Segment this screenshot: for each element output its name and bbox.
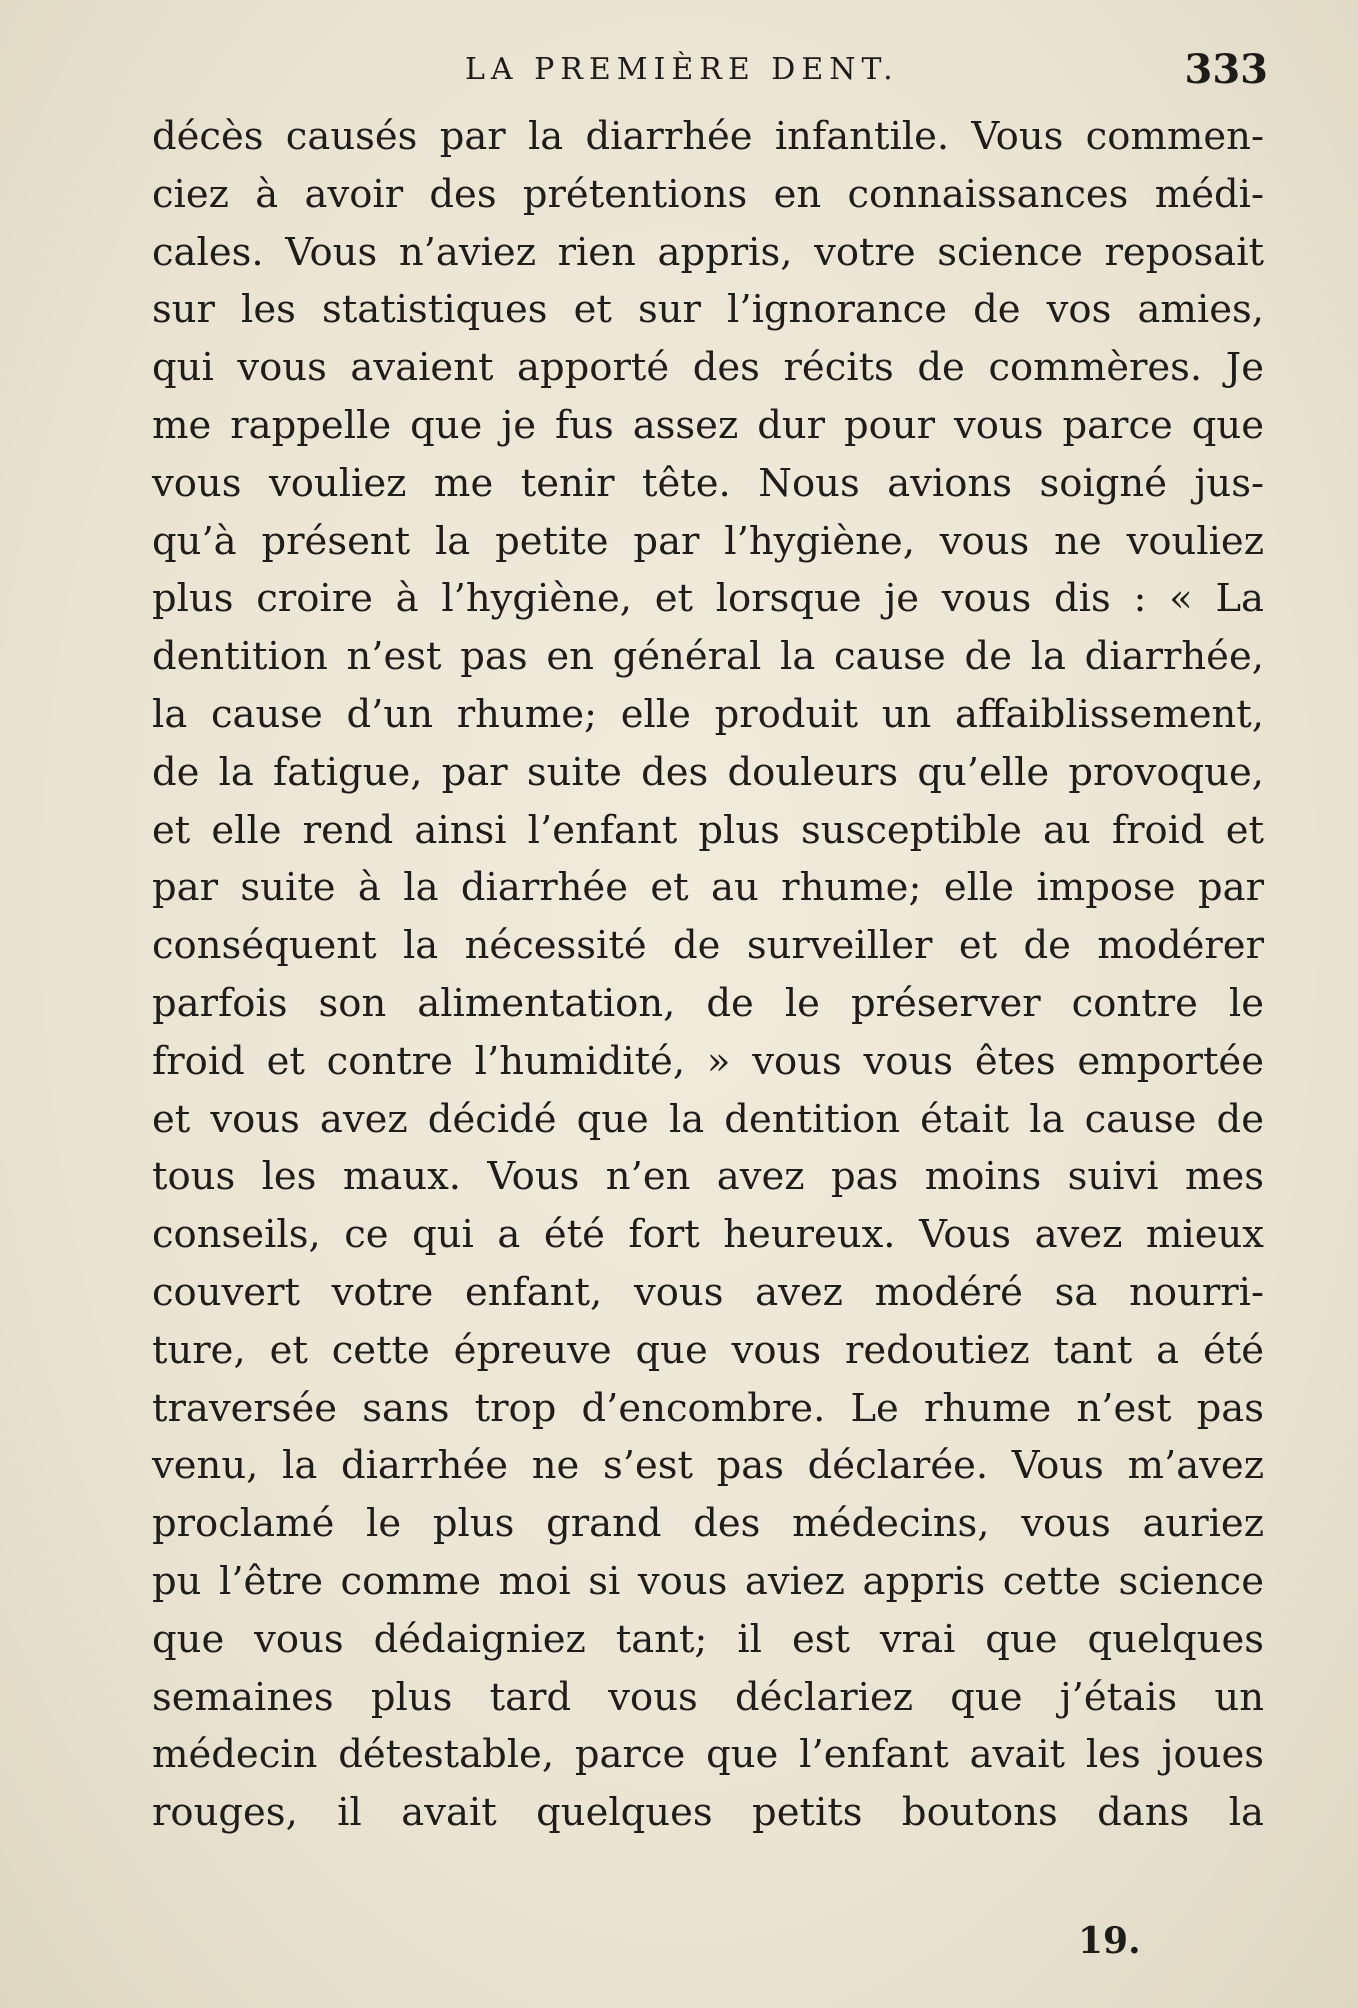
text-line: sur les statistiques et sur l’ignorance de vos amies, (152, 287, 1264, 333)
text-line: cales. Vous n’aviez rien appris, votre science reposait (152, 229, 1264, 275)
text-line: vous vouliez me tenir tête. Nous avions soigné jus- (152, 460, 1264, 506)
page-number: 333 (1184, 46, 1268, 93)
text-line: rouges, il avait quelques petits boutons dans la (152, 1790, 1264, 1836)
text-line: semaines plus tard vous déclariez que j’étais un (152, 1674, 1264, 1720)
text-line: tous les maux. Vous n’en avez pas moins suivi mes (152, 1154, 1264, 1200)
text-line: froid et contre l’humidité, » vous vous êtes emportée (152, 1038, 1264, 1084)
text-line: couvert votre enfant, vous avez modéré sa nourri- (152, 1269, 1264, 1315)
text-line: qu’à présent la petite par l’hygiène, vous ne vouliez (152, 518, 1264, 564)
text-line: conséquent la nécessité de surveiller et de modérer (152, 923, 1264, 969)
text-line: médecin détestable, parce que l’enfant avait les joues (152, 1732, 1264, 1778)
text-line: décès causés par la diarrhée infantile. Vous commen- (152, 114, 1264, 159)
text-line: pu l’être comme moi si vous aviez appris cette science (152, 1558, 1264, 1604)
text-line: plus croire à l’hygiène, et lorsque je vous dis : « La (152, 576, 1264, 622)
text-line: me rappelle que je fus assez dur pour vous parce que (152, 402, 1264, 448)
body-text (152, 108, 1264, 1842)
text-line: la cause d’un rhume; elle produit un affaiblissement, (152, 691, 1264, 737)
text-line: venu, la diarrhée ne s’est pas déclarée. Vous m’avez (152, 1443, 1264, 1489)
text-line: par suite à la diarrhée et au rhume; elle impose par (152, 865, 1264, 911)
text-line: dentition n’est pas en général la cause de la diarrhée, (152, 634, 1264, 680)
text-line: ciez à avoir des prétentions en connaissances médi- (152, 171, 1264, 217)
text-line: parfois son alimentation, de le préserver contre le (152, 980, 1264, 1026)
text-line: et elle rend ainsi l’enfant plus susceptible au froid et (152, 807, 1264, 853)
text-line: ture, et cette épreuve que vous redoutiez tant a été (152, 1327, 1264, 1373)
text-line: proclamé le plus grand des médecins, vous auriez (152, 1501, 1264, 1547)
signature-mark: 19. (1078, 1920, 1141, 1962)
text-line: de la fatigue, par suite des douleurs qu’elle provoque, (152, 749, 1264, 795)
text-line: traversée sans trop d’encombre. Le rhume n’est pas (152, 1385, 1264, 1431)
text-line: que vous dédaigniez tant; il est vrai que quelques (152, 1616, 1264, 1662)
running-head (150, 44, 1268, 94)
running-title: LA PREMIÈRE DENT. (465, 52, 899, 87)
text-line: et vous avez décidé que la dentition était la cause de (152, 1096, 1264, 1142)
text-line: conseils, ce qui a été fort heureux. Vous avez mieux (152, 1212, 1264, 1258)
text-line: qui vous avaient apporté des récits de commères. Je (152, 345, 1264, 391)
